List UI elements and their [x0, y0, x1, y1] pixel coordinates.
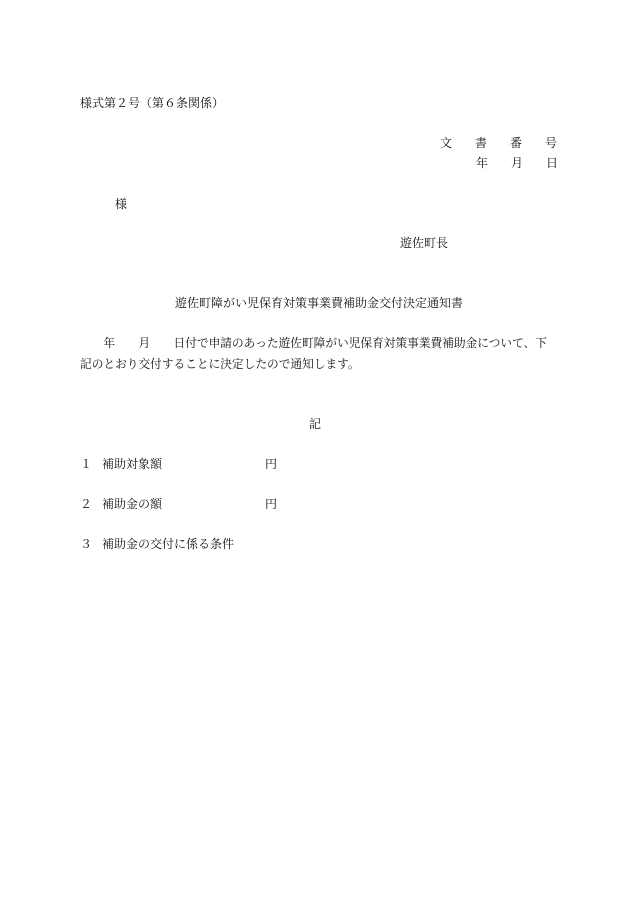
item-label: 補助金の額: [102, 497, 163, 511]
item-number: ２: [80, 497, 93, 511]
document-title: 遊佐町障がい児保育対策事業費補助金交付決定通知書: [175, 296, 464, 310]
ki-heading: 記: [309, 417, 322, 431]
addressee-honorific: 様: [115, 197, 128, 211]
item-label: 補助金の交付に係る条件: [102, 537, 235, 551]
document-number-label: 文 書 番 号: [440, 136, 563, 150]
body-text-line: 記のとおり交付することに決定したので通知します。: [80, 357, 360, 371]
item-label: 補助対象額: [102, 457, 163, 471]
issuer-name: 遊佐町長: [400, 236, 449, 250]
body-text-line: 年 月 日付で申請のあった遊佐町障がい児保育対策事業費補助金について、下: [80, 336, 547, 350]
item-unit: 円: [265, 497, 278, 511]
item-number: ３: [80, 537, 93, 551]
document-date-label: 年 月 日: [476, 156, 564, 170]
item-number: １: [80, 457, 93, 471]
item-unit: 円: [265, 457, 278, 471]
form-number: 様式第２号（第６条関係）: [80, 96, 225, 110]
